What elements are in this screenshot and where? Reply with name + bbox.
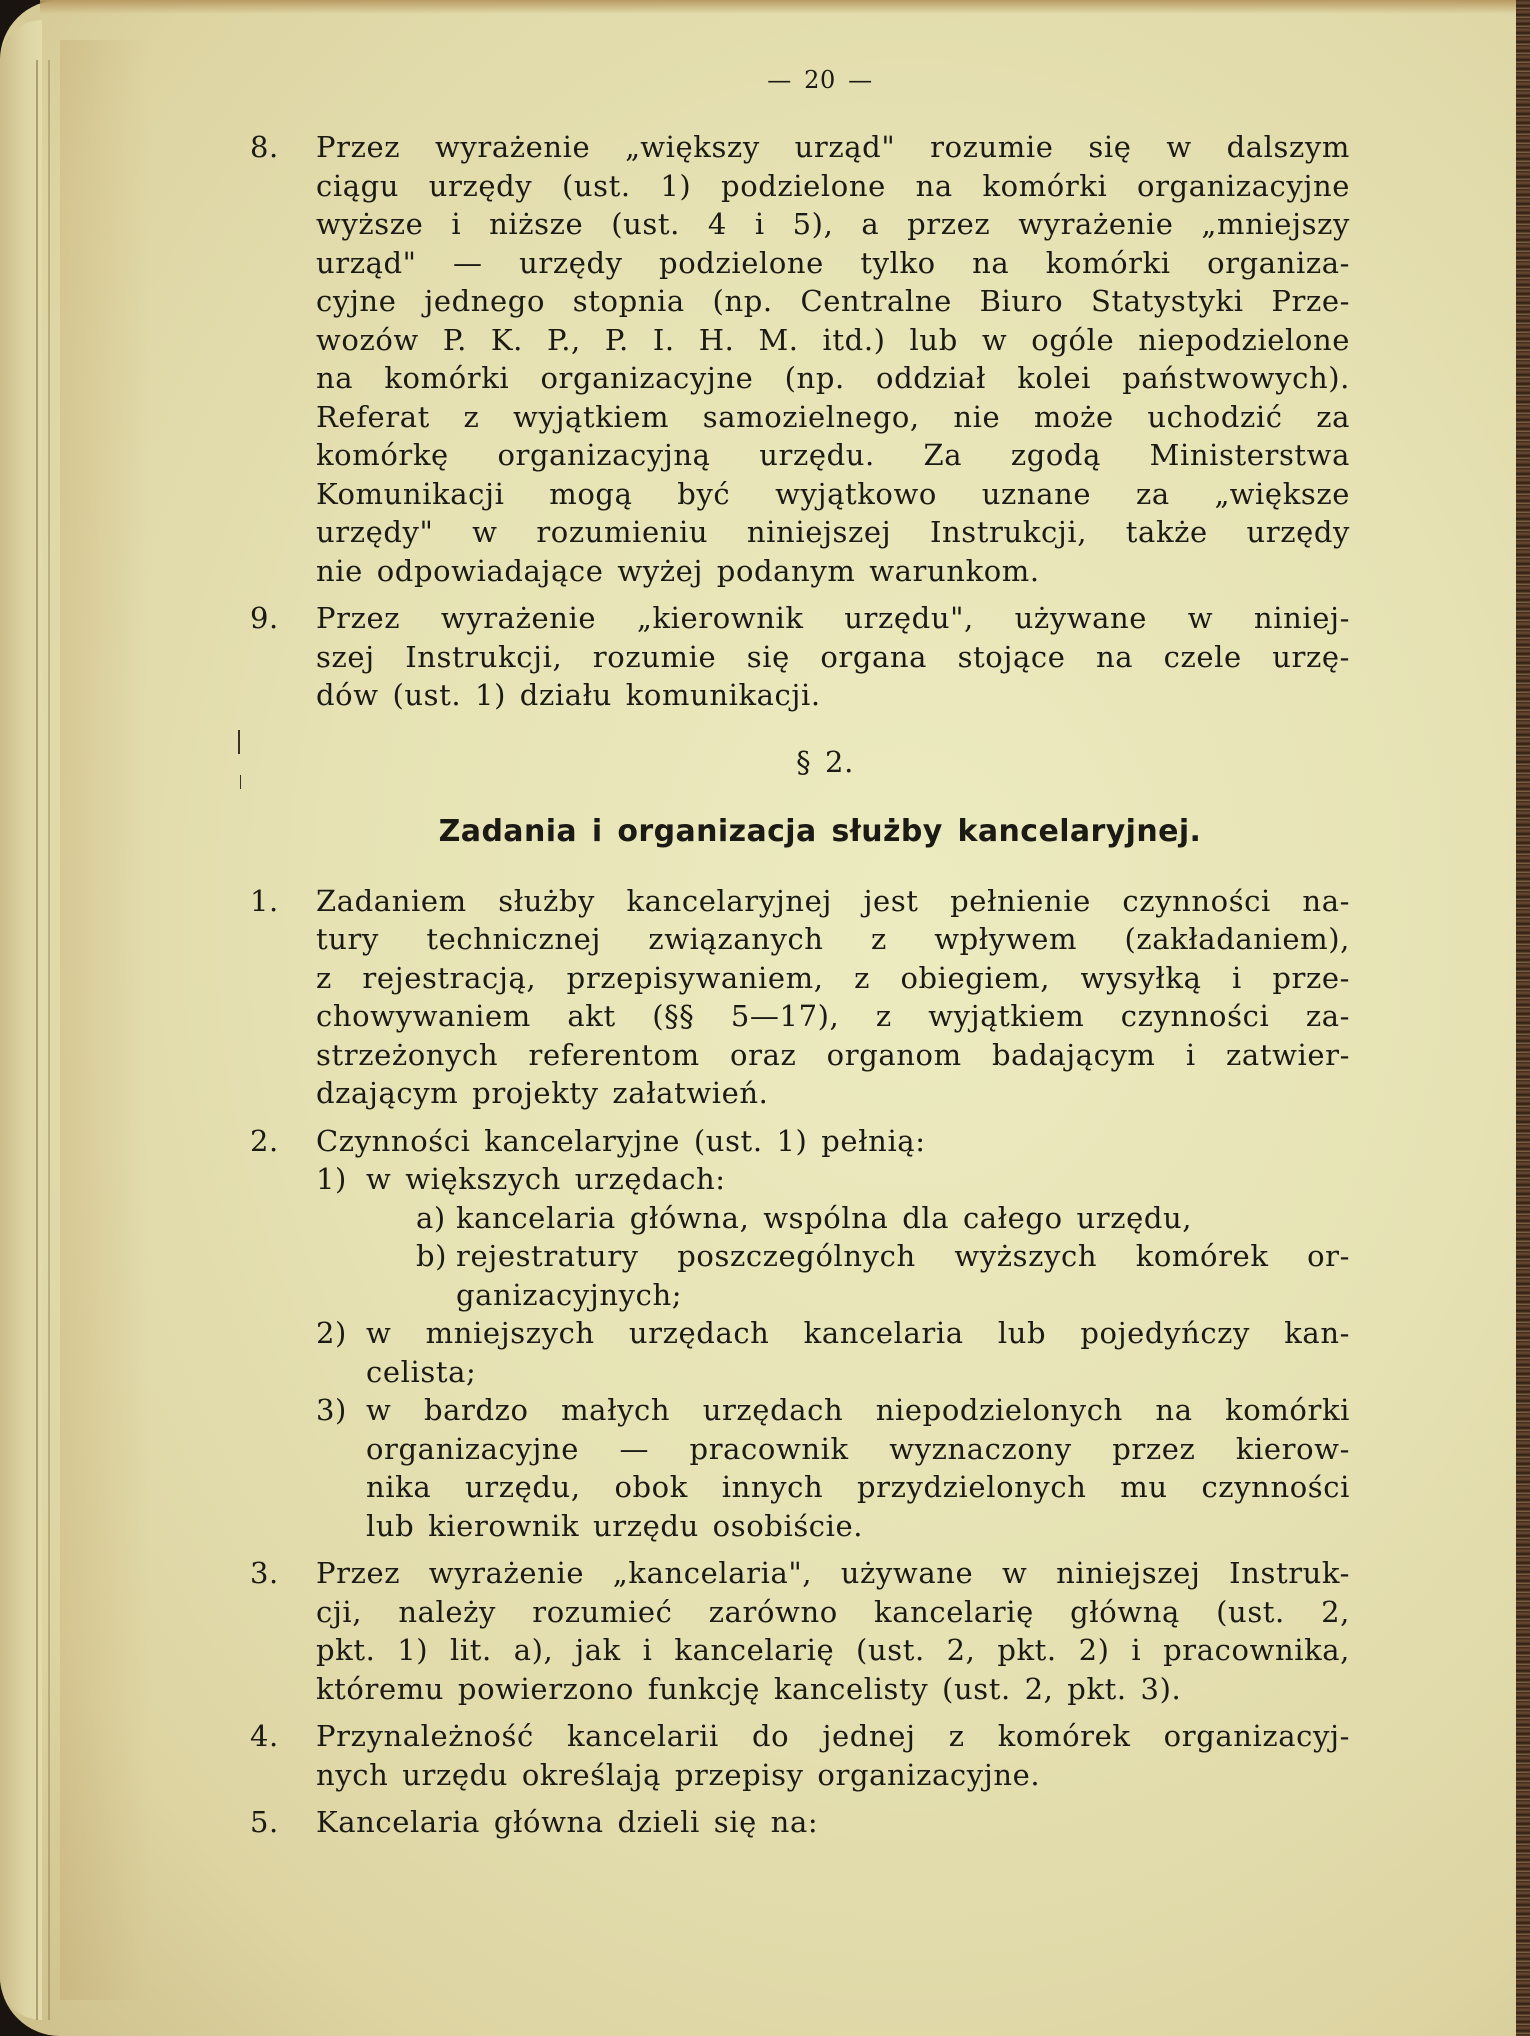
text-line: cji, należy rozumieć zarówno kancelarię główną (ust. 2,: [316, 1594, 1350, 1629]
text-line: wozów P. K. P., P. I. H. M. itd.) lub w ogóle niepodzielone: [316, 322, 1350, 357]
sub-item-a: [416, 1199, 1350, 1238]
text-line: Przynależność kancelarii do jednej z komórek organizacyj-: [316, 1719, 1350, 1753]
text-line: Przez wyrażenie „kierownik urzędu", używane w niniej-: [316, 601, 1350, 635]
text-line: w bardzo małych urzędach niepodzielonych na komórki: [366, 1393, 1350, 1427]
gutter-line: [48, 60, 50, 2020]
section-title: Zadania i organizacja służby kancelaryjnej.: [438, 814, 1202, 849]
item-number: 9.: [250, 601, 279, 635]
page-content: [250, 60, 1350, 1851]
text-line: z rejestracją, przepisywaniem, z obiegiem, wysyłką i prze-: [316, 960, 1350, 995]
paragraph-item-4: [250, 1717, 1350, 1794]
sub-item-number: 1): [316, 1162, 347, 1196]
letter-item-marker: a): [416, 1200, 446, 1235]
text-line: dzającym projekty załatwień.: [316, 1076, 769, 1110]
text-line: Kancelaria główna dzieli się na:: [316, 1805, 819, 1839]
text-line: tury technicznej związanych z wpływem (zakładaniem),: [316, 922, 1350, 956]
text-line: nych urzędu określają przepisy organizacyjne.: [316, 1757, 1041, 1792]
item-number: 5.: [250, 1805, 279, 1839]
paragraph-item-5: [250, 1803, 1350, 1842]
text-line: chowywaniem akt (§§ 5—17), z wyjątkiem czynności za-: [316, 999, 1350, 1033]
gutter-line: [36, 60, 38, 2020]
paragraph-item-1: [250, 882, 1350, 1113]
text-line: komórkę organizacyjną urzędu. Za zgodą Ministerstwa: [316, 438, 1350, 472]
paper-stain: [60, 40, 150, 2000]
letter-item-marker: b): [416, 1239, 448, 1273]
text-line: ciągu urzędy (ust. 1) podzielone na komórki organizacyjne: [316, 168, 1350, 203]
page-top-shadow: [40, 0, 1520, 14]
text-line: Przez wyrażenie „większy urząd" rozumie się w dalszym: [316, 130, 1350, 164]
text-line: rejestratury poszczególnych wyższych komórek or-: [456, 1239, 1350, 1273]
text-line: dów (ust. 1) działu komunikacji.: [316, 678, 821, 712]
sub-item-number: 3): [316, 1393, 347, 1427]
item-number: 3.: [250, 1556, 279, 1590]
sub-item-3: [316, 1391, 1350, 1545]
text-line: w mniejszych urzędach kancelaria lub pojedyńczy kan-: [366, 1316, 1350, 1350]
margin-mark: [238, 730, 240, 754]
text-line: celista;: [366, 1354, 477, 1389]
paragraph-item-2: [250, 1122, 1350, 1546]
sub-item-2: [316, 1314, 1350, 1391]
text-line: organizacyjne — pracownik wyznaczony przez kierow-: [366, 1431, 1350, 1466]
text-line: urząd" — urzędy podzielone tylko na komórki organiza-: [316, 245, 1350, 280]
text-line: w większych urzędach:: [366, 1162, 726, 1196]
text-line: szej Instrukcji, rozumie się organa stojące na czele urzę-: [316, 639, 1350, 674]
text-line: Przez wyrażenie „kancelaria", używane w niniejszej Instruk-: [316, 1556, 1350, 1590]
text-line: któremu powierzono funkcję kancelisty (ust. 2, pkt. 3).: [316, 1671, 1182, 1706]
paragraph-item-8: [250, 128, 1350, 590]
text-line: strzeżonych referentom oraz organom badającym i zatwier-: [316, 1037, 1350, 1072]
text-line: Referat z wyjątkiem samozielnego, nie może uchodzić za: [316, 399, 1350, 434]
paragraph-item-3: [250, 1554, 1350, 1708]
text-line: nika urzędu, obok innych przydzielonych mu czynności: [366, 1470, 1350, 1504]
text-line: pkt. 1) lit. a), jak i kancelarię (ust. 2, pkt. 2) i pracownika,: [316, 1633, 1350, 1667]
text-line: lub kierownik urzędu osobiście.: [366, 1508, 864, 1543]
item-number: 1.: [250, 883, 279, 918]
text-line: nie odpowiadające wyżej podanym warunkom.: [316, 553, 1040, 588]
margin-mark: [240, 775, 241, 789]
page-number: — 20 —: [767, 66, 873, 94]
text-line: kancelaria główna, wspólna dla całego urzędu,: [456, 1200, 1193, 1235]
item-number: 2.: [250, 1123, 279, 1158]
paragraph-item-9: [250, 599, 1350, 715]
text-line: ganizacyjnych;: [456, 1277, 683, 1312]
text-line: urzędy" w rozumieniu niniejszej Instrukcji, także urzędy: [316, 515, 1350, 549]
text-line: Komunikacji mogą być wyjątkowo uznane za „większe: [316, 476, 1350, 511]
text-line: na komórki organizacyjne (np. oddział kolei państwowych).: [316, 361, 1350, 395]
sub-item-number: 2): [316, 1316, 347, 1350]
item-number: 8.: [250, 130, 279, 164]
sub-item-1: [316, 1160, 1350, 1314]
section-number: § 2.: [796, 744, 854, 779]
book-spine-edge: [1516, 0, 1530, 2036]
text-line: Czynności kancelaryjne (ust. 1) pełnią:: [316, 1123, 926, 1158]
text-line: wyższe i niższe (ust. 4 i 5), a przez wyrażenie „mniejszy: [316, 207, 1350, 241]
sub-item-b: [416, 1237, 1350, 1314]
text-line: cyjne jednego stopnia (np. Centralne Biuro Statystyki Prze-: [316, 284, 1350, 318]
item-number: 4.: [250, 1719, 279, 1753]
text-line: Zadaniem służby kancelaryjnej jest pełnienie czynności na-: [316, 883, 1350, 918]
